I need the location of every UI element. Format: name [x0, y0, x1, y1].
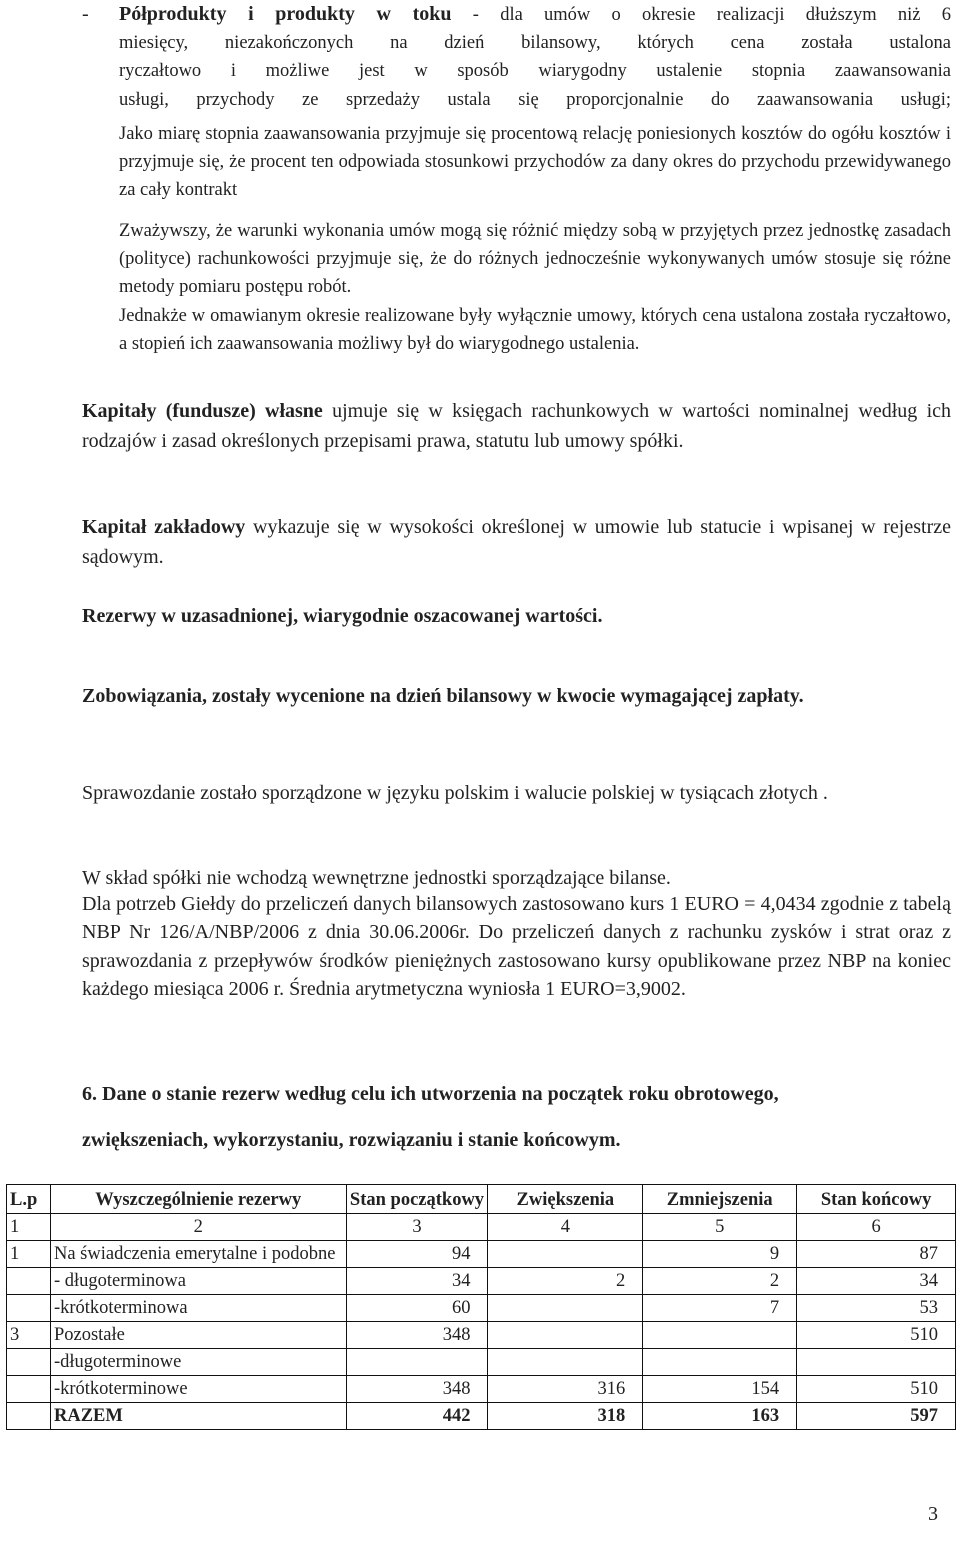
intro-line-3: ryczałtowo i możliwe jest w sposób wiarygodny ustalenie stopnia zaawansowania	[119, 61, 951, 82]
cell-lp	[7, 1403, 51, 1430]
table-header-row	[7, 1185, 956, 1214]
colnum: 5	[643, 1214, 797, 1241]
colnum: 4	[488, 1214, 643, 1241]
cell-total-closing: 597	[797, 1403, 956, 1430]
table-row	[7, 1241, 956, 1268]
colnum: 3	[346, 1214, 488, 1241]
header-description: Wyszczególnienie rezerwy	[50, 1185, 346, 1214]
cell-lp	[7, 1349, 51, 1376]
header-closing: Stan końcowy	[797, 1185, 956, 1214]
header-opening: Stan początkowy	[346, 1185, 488, 1214]
colnum: 6	[797, 1214, 956, 1241]
table-total-row	[7, 1403, 956, 1430]
colnum: 2	[50, 1214, 346, 1241]
table-row	[7, 1295, 956, 1322]
table-row	[7, 1322, 956, 1349]
intro-line-1	[119, 0, 951, 29]
colnum: 1	[7, 1214, 51, 1241]
cell-total-decreases: 163	[643, 1403, 797, 1430]
table-row	[7, 1376, 956, 1403]
paragraph-kapitaly	[82, 397, 951, 456]
cell-closing: 510	[797, 1322, 956, 1349]
cell-increases	[488, 1349, 643, 1376]
cell-lp: 3	[7, 1322, 51, 1349]
cell-decreases: 154	[643, 1376, 797, 1403]
cell-increases: 316	[488, 1376, 643, 1403]
cell-opening	[346, 1349, 488, 1376]
cell-decreases	[643, 1349, 797, 1376]
kapital-zakladowy-bold: Kapitał zakładowy	[82, 516, 246, 538]
section-6-heading	[82, 1071, 951, 1163]
kapitaly-rest: ujmuje się w księgach rachunkowych w wartości nominalnej według ich rodzajów i zasad określonych przepisami prawa, statutu lub umowy spółki.	[82, 400, 951, 452]
cell-description: -krótkoterminowa	[50, 1295, 346, 1322]
paragraph-kurs: Dla potrzeb Giełdy do przeliczeń danych bilansowych zastosowano kurs 1 EURO = 4,0434 zgodnie z tabelą NBP Nr 126/A/NBP/2006 z dnia 30.06.2006r. Do przeliczeń danych z rachunku zysków i strat oraz z sprawozdania z przepływów środków pieniężnych zastosowano kursy opublikowane przez NBP na koniec każdego miesiąca 2006 r. Średnia arytmetyczna wyniosła 1 EURO=3,9002.	[82, 893, 951, 1001]
page-number: 3	[928, 1503, 938, 1525]
paragraph-sklad: W skład spółki nie wchodzą wewnętrzne jednostki sporządzające bilanse.	[82, 867, 671, 889]
cell-decreases: 2	[643, 1268, 797, 1295]
cell-total-opening: 442	[346, 1403, 488, 1430]
cell-total-increases: 318	[488, 1403, 643, 1430]
cell-lp	[7, 1376, 51, 1403]
cell-increases: 2	[488, 1268, 643, 1295]
cell-closing: 510	[797, 1376, 956, 1403]
paragraph-miara: Jako miarę stopnia zaawansowania przyjmuje się procentową relację poniesionych kosztów do ogółu kosztów i przyjmuje się, że procent ten odpowiada stosunkowi przychodów za dany okres do przychodu przewidywanego za cały kontrakt	[119, 124, 951, 201]
reserves-table	[6, 1184, 956, 1430]
cell-closing: 34	[797, 1268, 956, 1295]
cell-increases	[488, 1295, 643, 1322]
paragraph-jednakze: Jednakże w omawianym okresie realizowane były wyłącznie umowy, których cena ustalona została ryczałtowo, a stopień ich zaawansowania możliwy był do wiarygodnego ustalenia.	[119, 306, 951, 355]
intro-bold-lead: Półprodukty i produkty w toku	[119, 3, 452, 25]
cell-description: - długoterminowa	[50, 1268, 346, 1295]
kapital-zakladowy-rest: wykazuje się w wysokości określonej w umowie lub statucie i wpisanej w rejestrze sądowym.	[82, 516, 951, 568]
cell-lp	[7, 1295, 51, 1322]
section-6-line-1: 6. Dane o stanie rezerw według celu ich utworzenia na początek roku obrotowego,	[82, 1083, 779, 1105]
cell-opening: 60	[346, 1295, 488, 1322]
paragraph-kapital-zakladowy	[82, 513, 951, 572]
intro-line-4: usługi, przychody ze sprzedaży ustala się proporcjonalnie do zaawansowania usługi;	[119, 89, 951, 110]
intro-block	[119, 0, 951, 114]
bullet-dash: -	[82, 3, 89, 25]
header-lp: L.p	[7, 1185, 51, 1214]
cell-description: -krótkoterminowe	[50, 1376, 346, 1403]
cell-decreases: 9	[643, 1241, 797, 1268]
table-row	[7, 1349, 956, 1376]
kapitaly-bold: Kapitały (fundusze) własne	[82, 400, 323, 422]
cell-decreases	[643, 1322, 797, 1349]
paragraph-sprawozdanie: Sprawozdanie zostało sporządzone w języku polskim i walucie polskiej w tysiącach złotych .	[82, 782, 828, 804]
intro-line-1-rest: - dla umów o okresie realizacji dłuższym niż 6	[451, 5, 952, 25]
cell-description: Pozostałe	[50, 1322, 346, 1349]
cell-decreases: 7	[643, 1295, 797, 1322]
header-decreases: Zmniejszenia	[643, 1185, 797, 1214]
cell-opening: 34	[346, 1268, 488, 1295]
cell-closing: 87	[797, 1241, 956, 1268]
table-colnum-row	[7, 1214, 956, 1241]
cell-increases	[488, 1241, 643, 1268]
cell-opening: 348	[346, 1322, 488, 1349]
cell-description: Na świadczenia emerytalne i podobne	[50, 1241, 346, 1268]
paragraph-zwazywszy: Zważywszy, że warunki wykonania umów mogą się różnić między sobą w przyjętych przez jednostkę zasadach (polityce) rachunkowości przyjmuje się, że do różnych jednocześnie wykonywanych umów stosuje się różne metody pomiaru postępu robót.	[119, 221, 951, 298]
cell-increases	[488, 1322, 643, 1349]
heading-zobowiazania: Zobowiązania, zostały wycenione na dzień bilansowy w kwocie wymagającej zapłaty.	[82, 685, 804, 707]
cell-total-label: RAZEM	[50, 1403, 346, 1430]
table-row	[7, 1268, 956, 1295]
cell-opening: 94	[346, 1241, 488, 1268]
cell-closing	[797, 1349, 956, 1376]
cell-lp: 1	[7, 1241, 51, 1268]
cell-lp	[7, 1268, 51, 1295]
cell-description: -długoterminowe	[50, 1349, 346, 1376]
header-increases: Zwiększenia	[488, 1185, 643, 1214]
heading-rezerwy: Rezerwy w uzasadnionej, wiarygodnie oszacowanej wartości.	[82, 605, 603, 627]
cell-opening: 348	[346, 1376, 488, 1403]
section-6-line-2: zwiększeniach, wykorzystaniu, rozwiązaniu i stanie końcowym.	[82, 1129, 621, 1151]
intro-line-2: miesięcy, niezakończonych na dzień bilansowy, których cena została ustalona	[119, 33, 951, 54]
cell-closing: 53	[797, 1295, 956, 1322]
